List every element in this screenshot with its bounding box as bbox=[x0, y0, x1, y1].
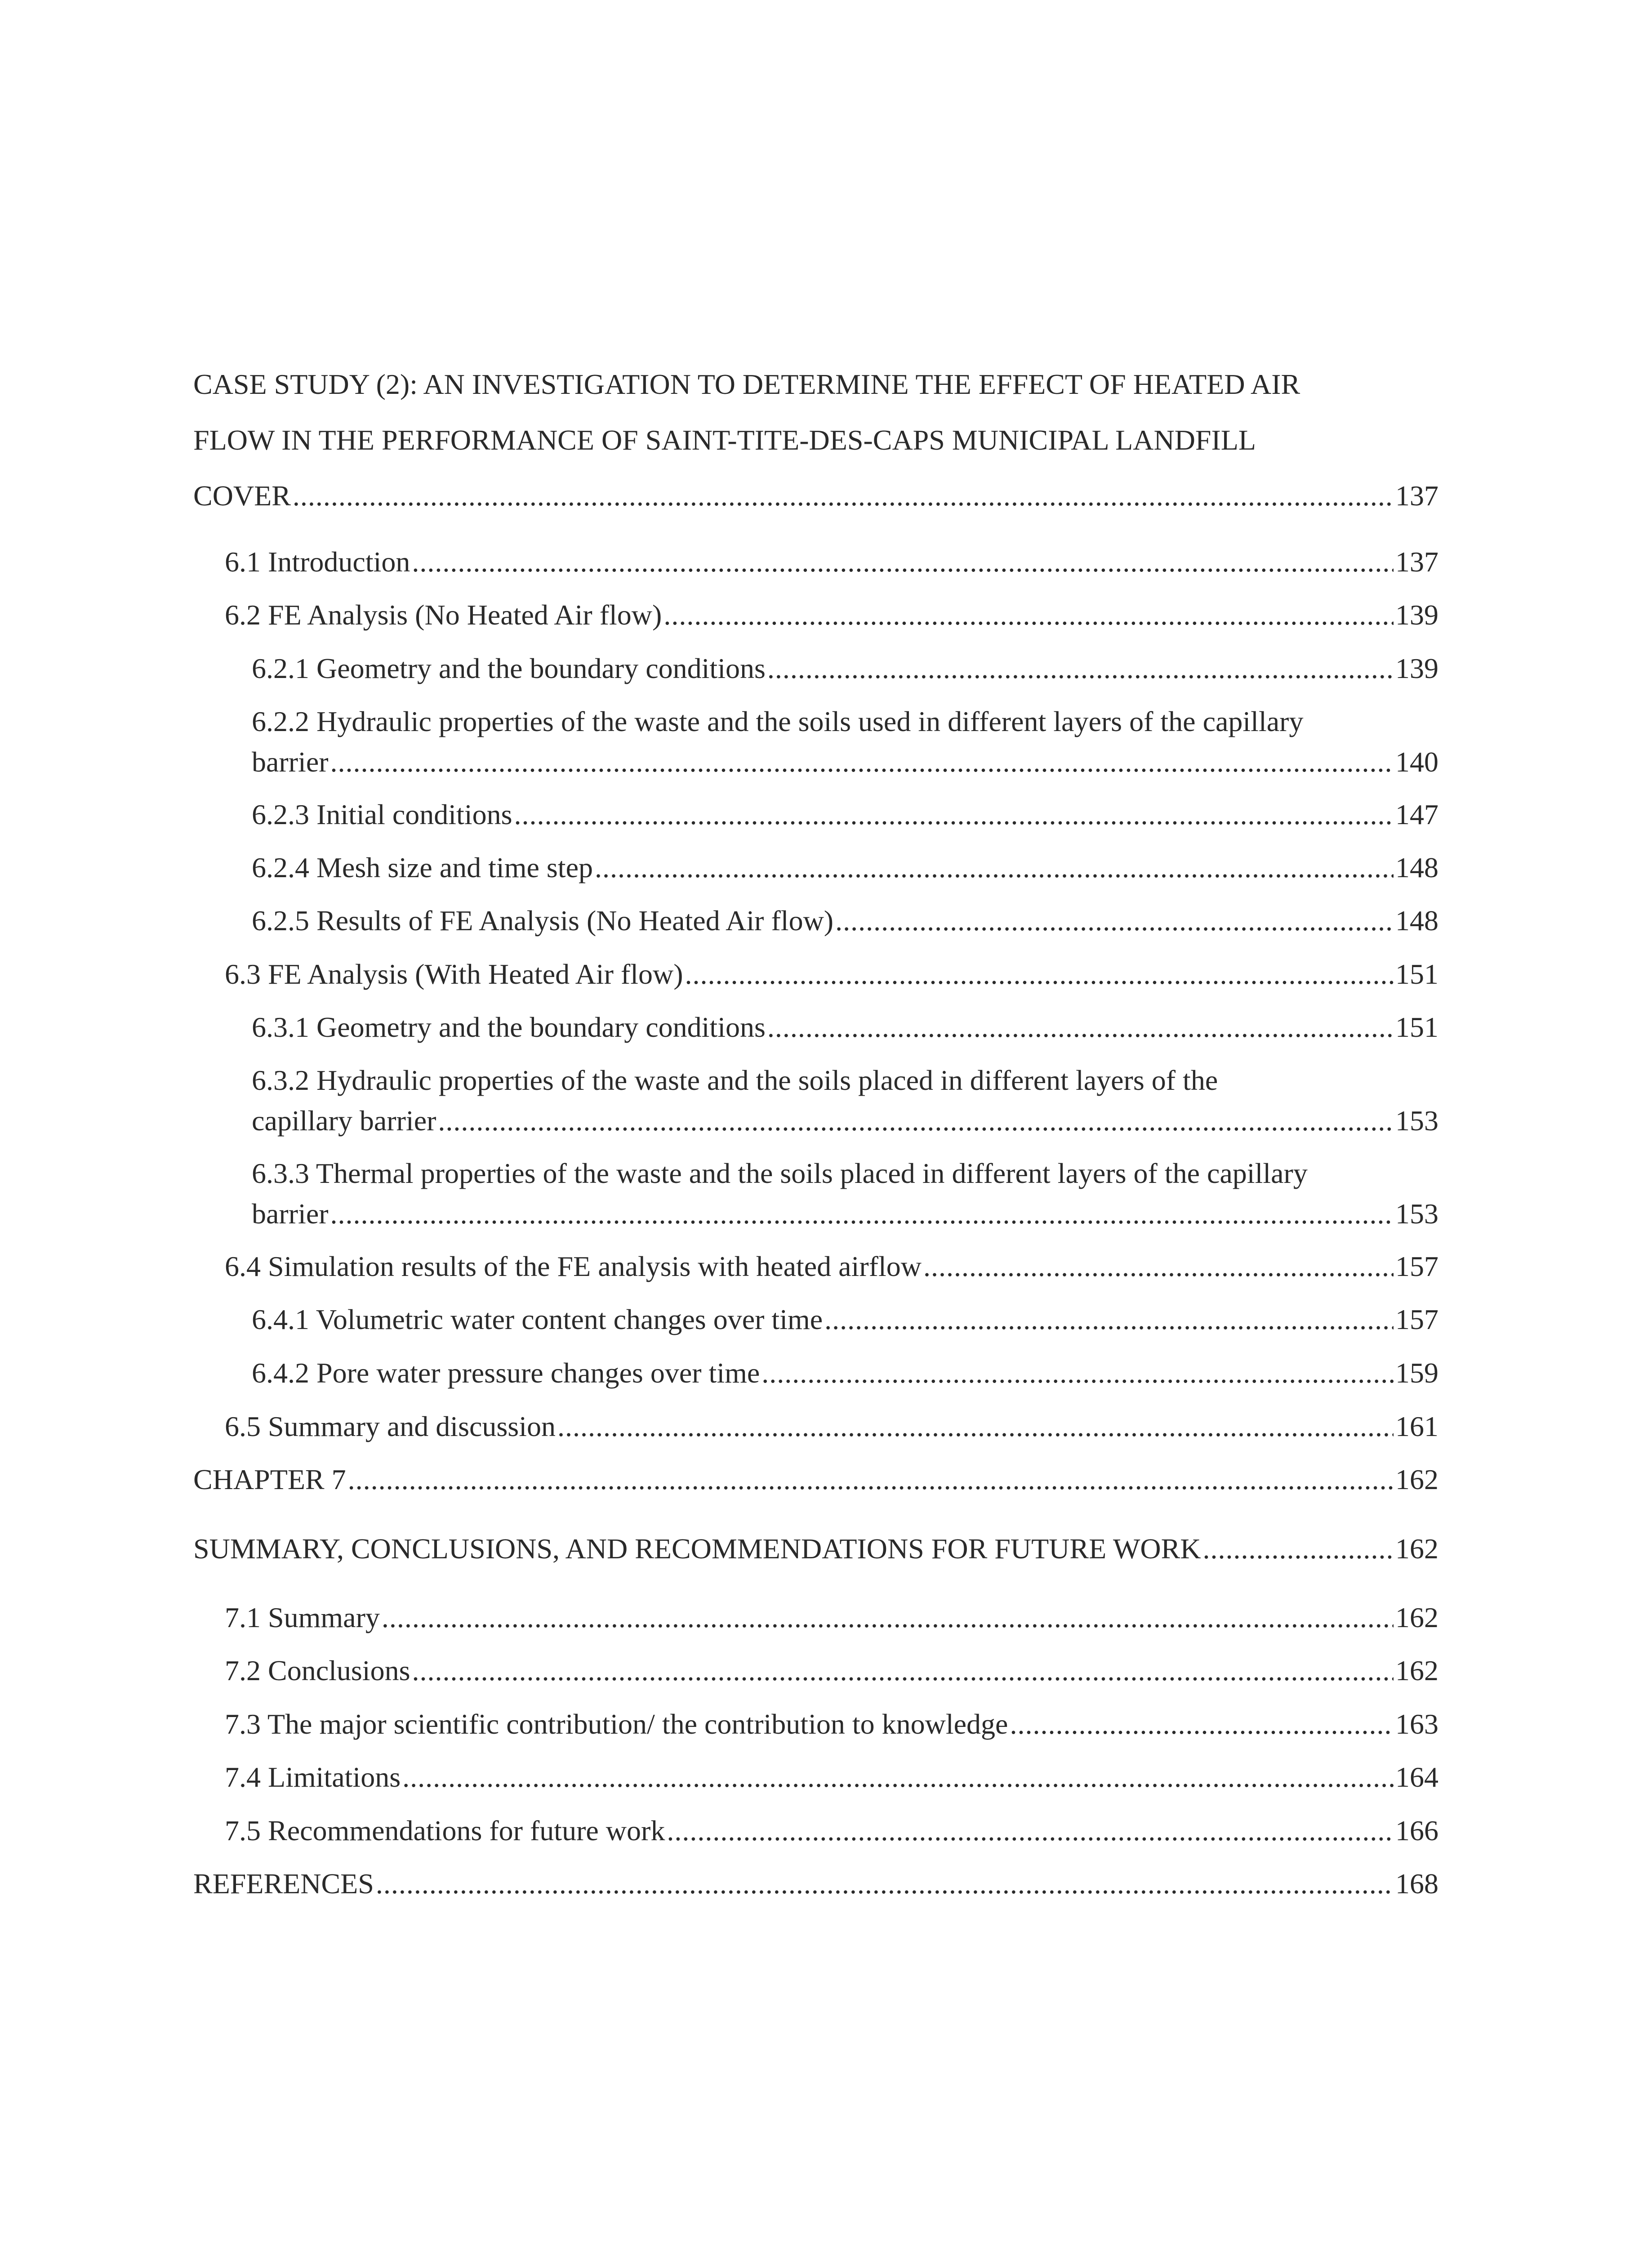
toc-entry-6-4-1[interactable] bbox=[193, 1299, 1438, 1340]
toc-entry-title: 6.4 Simulation results of the FE analysis with heated airflow bbox=[225, 1250, 922, 1282]
toc-entry-title: 7.1 Summary bbox=[225, 1601, 380, 1633]
dot-leader bbox=[667, 1811, 1394, 1851]
toc-entry-title: 7.5 Recommendations for future work bbox=[225, 1815, 665, 1847]
toc-page-number: 162 bbox=[1395, 1601, 1438, 1633]
dot-leader bbox=[767, 1007, 1394, 1048]
toc-entry-text: CASE STUDY (2): AN INVESTIGATION TO DETERMINE THE EFFECT OF HEATED AIR bbox=[193, 368, 1300, 400]
toc-entry-summary-conclusions[interactable] bbox=[193, 1529, 1438, 1569]
toc-page-number: 163 bbox=[1395, 1708, 1438, 1740]
toc-entry-title: 6.2 FE Analysis (No Heated Air flow) bbox=[225, 599, 662, 631]
toc-page-number: 157 bbox=[1395, 1303, 1438, 1335]
toc-page-number: 153 bbox=[1395, 1198, 1438, 1230]
toc-page-number: 148 bbox=[1395, 905, 1438, 937]
toc-entry-text: 6.2.2 Hydraulic properties of the waste and the soils used in different layers of the capillary bbox=[252, 705, 1304, 737]
dot-leader bbox=[376, 1864, 1394, 1904]
toc-page-number: 139 bbox=[1395, 652, 1438, 684]
toc-entry-title: CHAPTER 7 bbox=[193, 1463, 346, 1495]
dot-leader bbox=[767, 648, 1394, 689]
dot-leader bbox=[557, 1406, 1394, 1447]
dot-leader bbox=[595, 847, 1394, 888]
toc-entry-6-2-2[interactable] bbox=[193, 701, 1438, 782]
toc-page-number: 137 bbox=[1395, 546, 1438, 578]
dot-leader bbox=[412, 1650, 1394, 1691]
dot-leader bbox=[330, 742, 1394, 782]
toc-entry-6-4[interactable] bbox=[193, 1246, 1438, 1287]
toc-page-number: 159 bbox=[1395, 1357, 1438, 1389]
toc-entry-title: 6.3 FE Analysis (With Heated Air flow) bbox=[225, 958, 683, 990]
toc-page-number: 148 bbox=[1395, 852, 1438, 883]
toc-entry-title: barrier bbox=[252, 746, 329, 778]
toc-page-number: 166 bbox=[1395, 1815, 1438, 1847]
dot-leader bbox=[835, 901, 1394, 941]
toc-entry-6-2-4[interactable] bbox=[193, 847, 1438, 888]
toc-entry-6-2-1[interactable] bbox=[193, 648, 1438, 689]
toc-page-number: 161 bbox=[1395, 1410, 1438, 1442]
toc-entry-title: 6.2.4 Mesh size and time step bbox=[252, 852, 593, 883]
toc-entry-title: 6.4.2 Pore water pressure changes over time bbox=[252, 1357, 760, 1389]
toc-entry-6-5[interactable] bbox=[193, 1406, 1438, 1447]
toc-page-number: 168 bbox=[1395, 1868, 1438, 1900]
toc-page-number: 139 bbox=[1395, 599, 1438, 631]
toc-page-number: 164 bbox=[1395, 1761, 1438, 1793]
toc-entry-title: 6.2.3 Initial conditions bbox=[252, 798, 512, 830]
toc-entry-text: 6.3.3 Thermal properties of the waste and the soils placed in different layers of the capillary bbox=[252, 1157, 1308, 1189]
toc-entry-title: 6.5 Summary and discussion bbox=[225, 1410, 556, 1442]
toc-entry-6-3[interactable] bbox=[193, 954, 1438, 995]
toc-entry-6-2-5[interactable] bbox=[193, 901, 1438, 941]
toc-entry-7-1[interactable] bbox=[193, 1597, 1438, 1638]
toc-page-number: 153 bbox=[1395, 1105, 1438, 1137]
dot-leader bbox=[412, 542, 1394, 582]
toc-page-number: 137 bbox=[1395, 480, 1438, 512]
dot-leader bbox=[514, 794, 1394, 835]
toc-entry-title: SUMMARY, CONCLUSIONS, AND RECOMMENDATIONS FOR FUTURE WORK bbox=[193, 1533, 1201, 1565]
toc-entry-title: REFERENCES bbox=[193, 1868, 374, 1900]
toc-entry-title: COVER bbox=[193, 480, 291, 512]
toc-entry-6-2[interactable] bbox=[193, 595, 1438, 635]
toc-entry-title: 6.2.1 Geometry and the boundary conditions bbox=[252, 652, 766, 684]
toc-entry-title: 7.3 The major scientific contribution/ the contribution to knowledge bbox=[225, 1708, 1008, 1740]
toc-entry-row bbox=[193, 476, 1438, 516]
toc-entry-title: 7.4 Limitations bbox=[225, 1761, 401, 1793]
toc-page-number: 140 bbox=[1395, 746, 1438, 778]
toc-entry-title: 7.2 Conclusions bbox=[225, 1655, 410, 1686]
dot-leader bbox=[663, 595, 1394, 635]
toc-page-number: 157 bbox=[1395, 1250, 1438, 1282]
dot-leader bbox=[438, 1101, 1394, 1141]
dot-leader bbox=[402, 1757, 1394, 1798]
dot-leader bbox=[330, 1194, 1394, 1234]
toc-entry-title: 6.4.1 Volumetric water content changes over time bbox=[252, 1303, 823, 1335]
toc-entry-title: capillary barrier bbox=[252, 1105, 436, 1137]
dot-leader bbox=[382, 1597, 1394, 1638]
toc-entry-7-5[interactable] bbox=[193, 1811, 1438, 1851]
dot-leader bbox=[685, 954, 1394, 995]
toc-entry-references[interactable] bbox=[193, 1864, 1438, 1904]
toc-entry-title: 6.1 Introduction bbox=[225, 546, 410, 578]
toc-entry-7-4[interactable] bbox=[193, 1757, 1438, 1798]
dot-leader bbox=[293, 476, 1394, 516]
toc-entry-6-3-2[interactable] bbox=[193, 1060, 1438, 1141]
toc-page-number: 151 bbox=[1395, 1011, 1438, 1043]
toc-page-number: 162 bbox=[1395, 1533, 1438, 1565]
toc-entry-6-3-3[interactable] bbox=[193, 1153, 1438, 1234]
toc-entry-title: 6.3.1 Geometry and the boundary conditions bbox=[252, 1011, 766, 1043]
dot-leader bbox=[1203, 1529, 1394, 1569]
toc-entry-6-2-3[interactable] bbox=[193, 794, 1438, 835]
toc-entry-text: FLOW IN THE PERFORMANCE OF SAINT-TITE-DES-CAPS MUNICIPAL LANDFILL bbox=[193, 424, 1256, 456]
toc-page-number: 151 bbox=[1395, 958, 1438, 990]
toc-entry-7-3[interactable] bbox=[193, 1704, 1438, 1744]
toc-page-number: 162 bbox=[1395, 1463, 1438, 1495]
dot-leader bbox=[1010, 1704, 1394, 1744]
toc-entry-title: barrier bbox=[252, 1198, 329, 1230]
toc-page-number: 147 bbox=[1395, 798, 1438, 830]
dot-leader bbox=[761, 1353, 1394, 1393]
dot-leader bbox=[923, 1246, 1394, 1287]
dot-leader bbox=[348, 1459, 1394, 1500]
toc-entry-case-study-2[interactable] bbox=[193, 364, 1438, 516]
toc-entry-chapter-7[interactable] bbox=[193, 1459, 1438, 1500]
toc-page-number: 162 bbox=[1395, 1655, 1438, 1686]
toc-entry-6-4-2[interactable] bbox=[193, 1353, 1438, 1393]
toc-entry-text: 6.3.2 Hydraulic properties of the waste and the soils placed in different layers of the bbox=[252, 1064, 1218, 1096]
toc-entry-7-2[interactable] bbox=[193, 1650, 1438, 1691]
toc-entry-6-1[interactable] bbox=[193, 542, 1438, 582]
toc-entry-6-3-1[interactable] bbox=[193, 1007, 1438, 1048]
toc-entry-title: 6.2.5 Results of FE Analysis (No Heated Air flow) bbox=[252, 905, 834, 937]
dot-leader bbox=[824, 1299, 1394, 1340]
